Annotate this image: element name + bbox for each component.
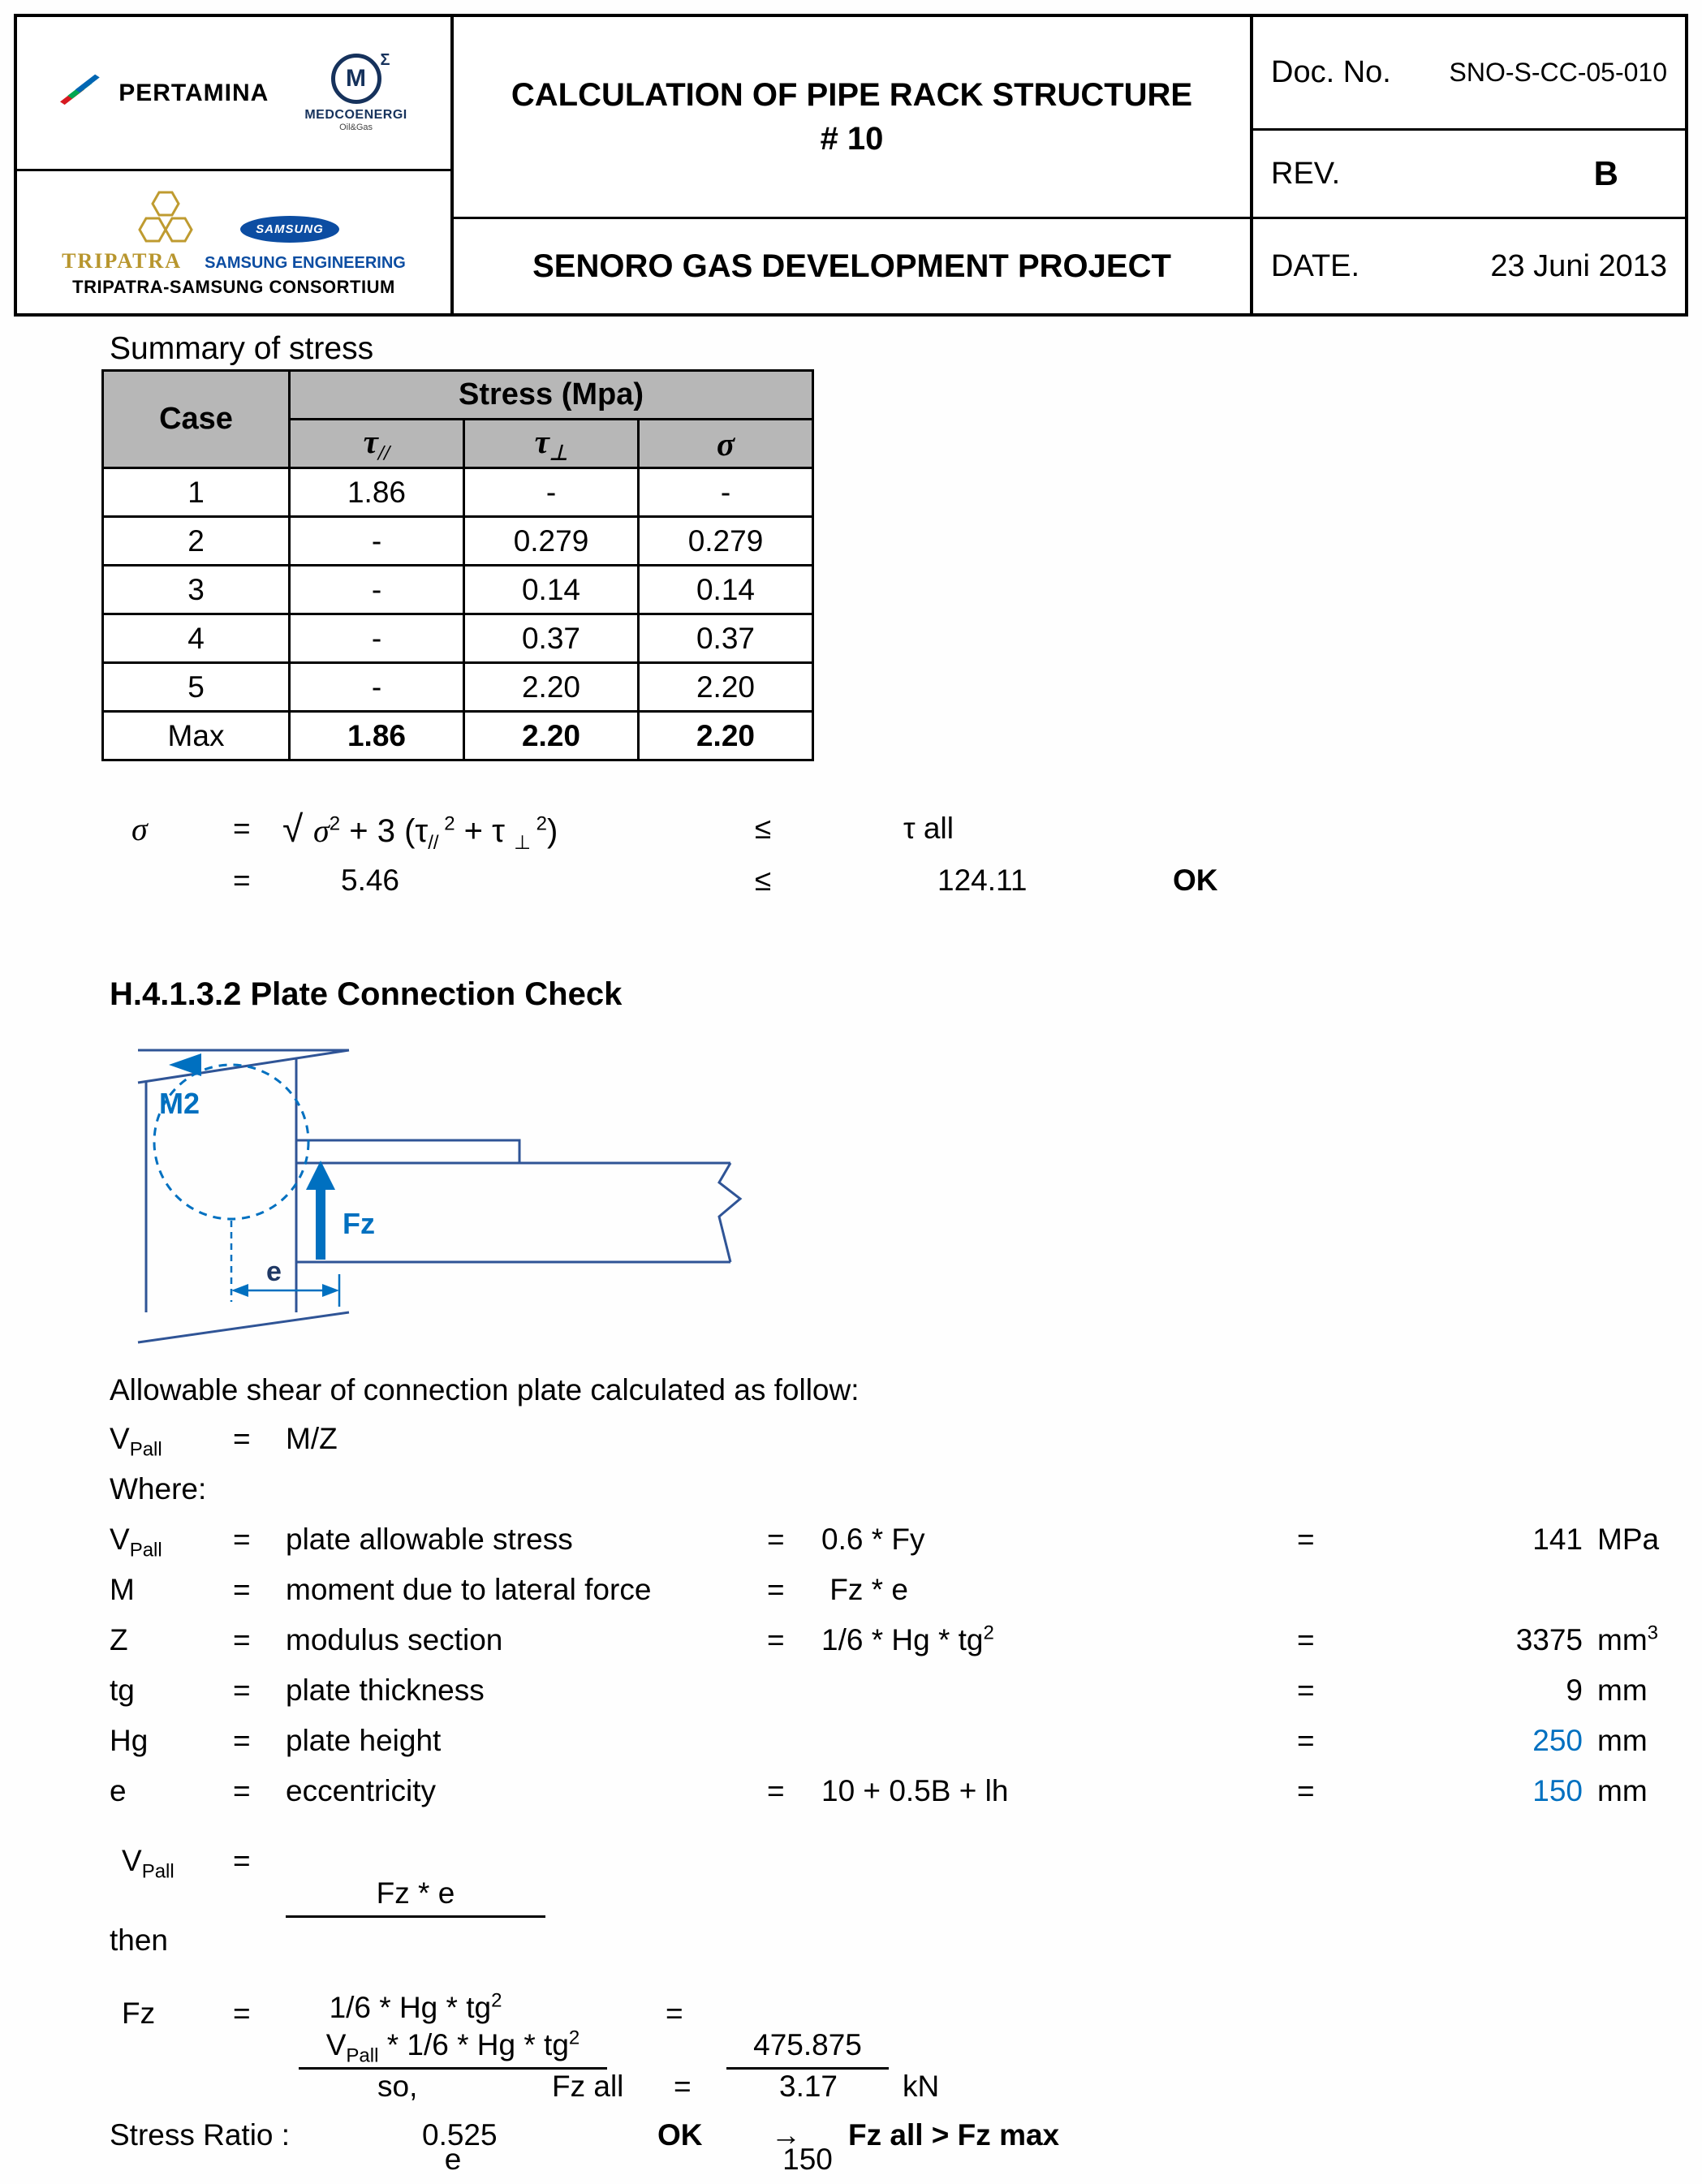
pertamina-logo [60, 70, 269, 117]
param-unit: mm [1597, 1674, 1648, 1707]
param-unit: MPa [1597, 1523, 1660, 1556]
fz-arrow-icon [306, 1161, 335, 1190]
tripatra-samsung-logo [17, 171, 450, 313]
tau-parallel-cell: 1.86 [290, 712, 464, 760]
tripatra-samsung-icons [128, 187, 339, 246]
less-equal-sign: ≤ [755, 864, 772, 897]
rev-label: REV. [1271, 156, 1341, 191]
fz-all-value: 3.17 [779, 2070, 838, 2103]
param-value: 3375 [1515, 1623, 1583, 1656]
tripatra-hexagons-icon [128, 187, 203, 246]
case-cell: 4 [103, 614, 290, 663]
case-cell: Max [103, 712, 290, 760]
tau-perp-cell: 0.14 [464, 566, 639, 614]
rev-value: B [1593, 154, 1618, 192]
param-description: modulus section [286, 1623, 503, 1656]
sigma-cell: 0.279 [639, 517, 813, 566]
equals-sign: = [674, 2070, 692, 2103]
table-header-row [103, 371, 813, 420]
medco-m: M [346, 65, 367, 92]
stress-ratio-label: Stress Ratio : [110, 2118, 291, 2152]
equals-sign: = [666, 1997, 683, 2030]
docinfo-panel [1253, 17, 1685, 313]
stress-row-3 [103, 566, 813, 614]
param-symbol: tg [110, 1674, 135, 1707]
doc-no-value: SNO-S-CC-05-010 [1449, 58, 1667, 87]
medco-logo [304, 51, 407, 132]
eccentricity-label: e [266, 1256, 282, 1287]
param-row-e: e = eccentricity = 10 + 0.5B + lh = 150 mm [110, 1774, 1648, 1807]
where-label: Where: [110, 1472, 207, 1506]
param-formula: 1/6 * Hg * $tg^2$ [821, 1622, 994, 1656]
medco-subtext: Oil&Gas [339, 123, 373, 132]
sigma-lhs: σ [131, 811, 148, 847]
consortium-label: TRIPATRA-SAMSUNG CONSORTIUM [72, 276, 395, 297]
moment-label: M2 [159, 1087, 200, 1120]
param-symbol: e [110, 1774, 127, 1807]
stress-summary-table [101, 369, 814, 761]
tau-perpendicular-header: $\tau_\perp$ [464, 420, 639, 468]
then-label: then [110, 1923, 169, 1957]
stress-row-2 [103, 517, 813, 566]
param-row-tg: tg = plate thickness = 9 mm [110, 1674, 1648, 1707]
pertamina-arrow-icon [60, 70, 109, 117]
rev-row [1253, 131, 1685, 219]
title-line2: # 10 [820, 121, 884, 157]
summary-caption: Summary of stress [110, 331, 374, 366]
param-symbol: $V_{Pall}$ [110, 1523, 162, 1562]
stress-ratio-value: 0.525 [422, 2118, 498, 2152]
fz-symbol: Fz [122, 1997, 156, 2030]
param-unit: mm [1597, 1724, 1648, 1757]
param-formula: 10 + 0.5B + lh [821, 1774, 1009, 1807]
so-label: so, [377, 2070, 418, 2103]
equals-sign: = [233, 1997, 251, 2030]
equals-sign: = [233, 1844, 251, 1877]
stress-column-header: Stress (Mpa) [290, 371, 813, 420]
param-row-hg: Hg = plate height = 250 mm [110, 1724, 1648, 1757]
title-line1: CALCULATION OF PIPE RACK STRUCTURE [511, 77, 1193, 113]
samsung-engineering-wordmark: SAMSUNG ENGINEERING [205, 253, 406, 272]
fraction-denominator: e [444, 2143, 462, 2176]
stress-row-max [103, 712, 813, 760]
stress-row-5 [103, 663, 813, 712]
tripatra-samsung-names [62, 249, 406, 274]
radical-sign: √ [282, 808, 314, 850]
param-description: moment due to lateral force [286, 1573, 652, 1606]
param-value: 141 [1532, 1523, 1583, 1556]
fz-all-label: Fz all [552, 2070, 624, 2103]
sigma-cell: 0.14 [639, 566, 813, 614]
tau-perp-cell: 0.279 [464, 517, 639, 566]
doc-no-label: Doc. No. [1271, 55, 1391, 89]
case-column-header: Case [103, 371, 290, 468]
title-panel [454, 17, 1253, 313]
tripatra-wordmark: TRIPATRA [62, 248, 183, 273]
fraction-numerator: Fz * e [286, 1876, 545, 1918]
param-formula: 0.6 * Fy [821, 1523, 925, 1556]
param-value: 9 [1566, 1674, 1583, 1707]
sigma-result-value: 5.46 [341, 864, 400, 897]
section-heading: H.4.1.3.2 Plate Connection Check [110, 976, 623, 1012]
fraction-numerator: 475.875 [726, 2028, 889, 2070]
samsung-oval-badge: SAMSUNG [240, 216, 339, 243]
param-row-m: M = moment due to lateral force = Fz * e [110, 1573, 908, 1606]
document-subtitle: SENORO GAS DEVELOPMENT PROJECT [532, 248, 1171, 284]
param-unit: mm [1597, 1774, 1648, 1807]
param-symbol: M [110, 1573, 135, 1606]
param-formula: Fz * e [821, 1573, 908, 1606]
tau-perp-cell: 0.37 [464, 614, 639, 663]
param-symbol: Hg [110, 1724, 149, 1757]
pertamina-wordmark: PERTAMINA [118, 79, 269, 106]
date-row [1253, 219, 1685, 313]
logo-panel-top [17, 17, 450, 171]
param-value: 250 [1532, 1724, 1583, 1757]
tau-perp-cell: 2.20 [464, 663, 639, 712]
param-unit: $mm^3$ [1597, 1622, 1659, 1656]
equals-sign: = [233, 864, 251, 897]
check-verdict: OK [1173, 864, 1218, 897]
date-label: DATE. [1271, 248, 1360, 283]
tau-parallel-cell: 1.86 [290, 468, 464, 517]
sigma-expression: √ $\sigma^2 + 3$ ($\tau_{//}$ $^2$ + τ $_\perp$ $^2$) [282, 808, 558, 854]
case-cell: 1 [103, 468, 290, 517]
ratio-verdict: OK [657, 2118, 703, 2152]
sigma-header: σ [639, 420, 813, 468]
param-symbol: Z [110, 1623, 128, 1656]
stress-row-4 [103, 614, 813, 663]
less-equal-sign: ≤ [755, 812, 772, 845]
tau-parallel-header: $\tau_{//}$ [290, 420, 464, 468]
vpall-expression: M/Z [286, 1422, 338, 1455]
intro-line: Allowable shear of connection plate calculated as follow: [110, 1373, 860, 1406]
fraction-numerator: $V_{Pall} * 1/6$ * Hg * $tg^2$ [299, 2028, 607, 2070]
document-title [454, 17, 1250, 219]
connection-diagram [81, 1032, 763, 1357]
fz-label: Fz [343, 1207, 375, 1240]
logo-panel [17, 17, 454, 313]
tau-parallel-cell: - [290, 517, 464, 566]
param-description: plate thickness [286, 1674, 485, 1707]
connection-plate [296, 1140, 519, 1163]
param-description: plate height [286, 1724, 442, 1757]
sigma-cell: 0.37 [639, 614, 813, 663]
equals-sign: = [233, 812, 251, 845]
medco-wordmark: MEDCOENERGI [304, 108, 407, 122]
conclusion-text: Fz all > Fz max [848, 2118, 1060, 2152]
fz-all-unit: kN [903, 2070, 940, 2103]
sigma-cell: 2.20 [639, 712, 813, 760]
fraction-denominator: 1/6 * Hg * $tg^2$ [329, 1989, 502, 2024]
equals-sign: = [233, 1422, 251, 1455]
moment-arrow-icon [169, 1053, 201, 1076]
medco-sigma-icon: Σ [380, 51, 390, 69]
stress-row-1 [103, 468, 813, 517]
vpall-symbol: $V_{Pall}$ [110, 1422, 162, 1461]
arrow-right-icon: → [771, 2118, 801, 2152]
tau-parallel-cell: - [290, 614, 464, 663]
medco-circle-icon [331, 51, 390, 104]
fraction-denominator: 150 [782, 2143, 833, 2176]
date-value: 23 Juni 2013 [1490, 248, 1667, 283]
tau-perp-cell: - [464, 468, 639, 517]
case-cell: 2 [103, 517, 290, 566]
sigma-cell: - [639, 468, 813, 517]
vpall-symbol: $V_{Pall}$ [122, 1844, 175, 1883]
allowable-value: 124.11 [937, 864, 1028, 897]
tau-parallel-cell: - [290, 663, 464, 712]
document-header [14, 14, 1688, 317]
param-value: 150 [1532, 1774, 1583, 1807]
tau-allowable-label: τ all [903, 812, 954, 845]
case-cell: 5 [103, 663, 290, 712]
param-description: eccentricity [286, 1774, 437, 1807]
tau-parallel-cell: - [290, 566, 464, 614]
case-cell: 3 [103, 566, 290, 614]
param-row-vpall: $V_{Pall}$ = plate allowable stress = 0.6 * Fy = 141 MPa [110, 1523, 1660, 1562]
doc-no-row [1253, 17, 1685, 131]
param-row-z: Z = modulus section = 1/6 * Hg * $tg^2$ = 3375 $mm^3$ [110, 1622, 1659, 1656]
param-description: plate allowable stress [286, 1523, 573, 1556]
tau-perp-cell: 2.20 [464, 712, 639, 760]
sigma-cell: 2.20 [639, 663, 813, 712]
